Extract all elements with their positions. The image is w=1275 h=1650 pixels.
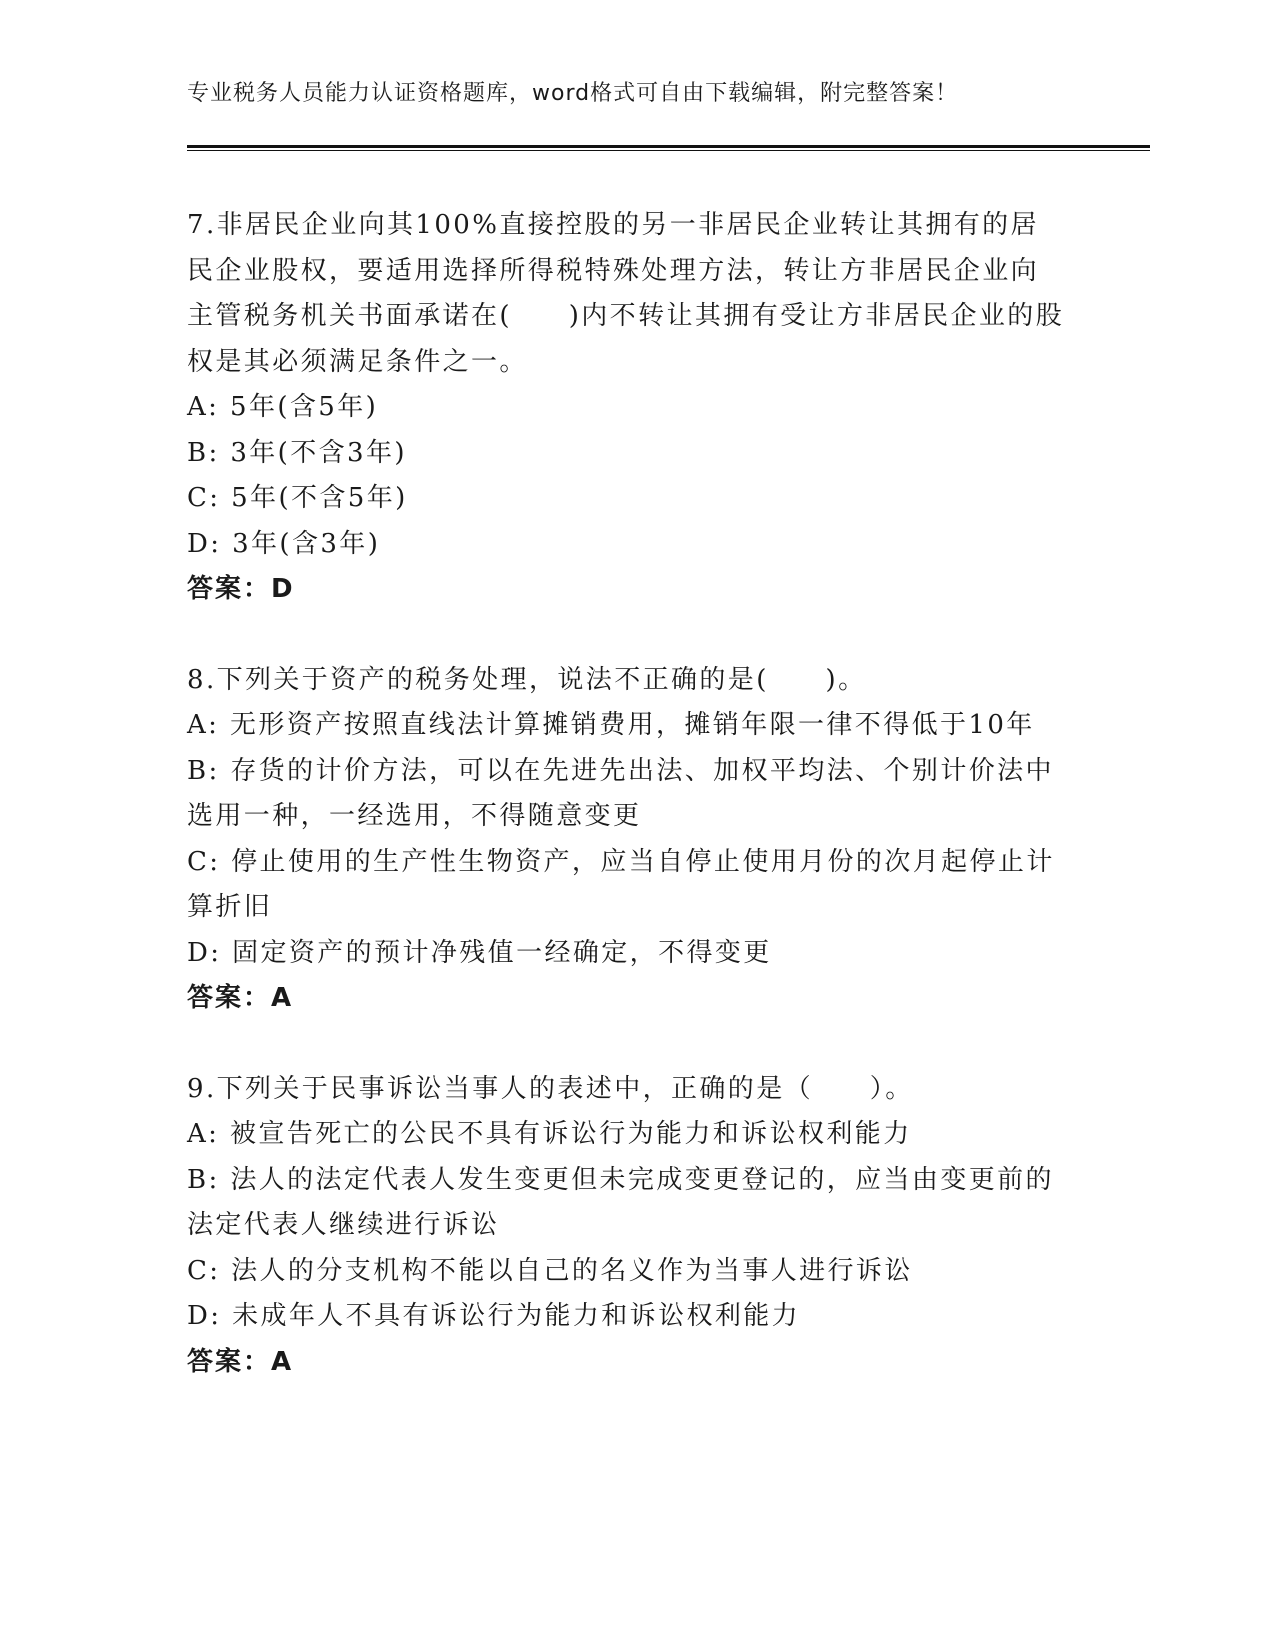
option-a: A: 无形资产按照直线法计算摊销费用，摊销年限一律不得低于10年 [187,710,1035,740]
option-c: C: 停止使用的生产性生物资产，应当自停止使用月份的次月起停止计算折旧 [187,846,1055,922]
option-b: B: 法人的法定代表人发生变更但未完成变更登记的，应当由变更前的法定代表人继续进行诉讼 [187,1164,1054,1240]
header-divider-thin [187,150,1150,151]
option-b: B: 存货的计价方法，可以在先进先出法、加权平均法、个别计价法中选用一种，一经选用，不得随意变更 [187,755,1054,831]
question-9 [187,1067,1067,1386]
answer-label: 答案：D [187,574,295,604]
answer-label: 答案：A [187,1346,294,1377]
question-stem: 7.非居民企业向其100%直接控股的另一非居民企业转让其拥有的居民企业股权，要适用选择所得税特殊处理方法，转让方非居民企业向主管税务机关书面承诺在( )内不转让其拥有受让方非居民企业的股权是其必须满足条件之一。 [187,210,1065,377]
question-7 [187,203,1067,613]
option-c: C: 5年(不含5年) [187,483,408,513]
option-d: D: 固定资产的预计净残值一经确定，不得变更 [187,937,772,968]
option-a: A: 被宣告死亡的公民不具有诉讼行为能力和诉讼权利能力 [187,1119,912,1149]
question-stem: 8.下列关于资产的税务处理，说法不正确的是( )。 [187,664,867,695]
option-d: D: 3年(含3年) [187,528,381,559]
question-8 [187,658,1067,1022]
option-d: D: 未成年人不具有诉讼行为能力和诉讼权利能力 [187,1301,801,1331]
question-list [187,203,1067,1430]
header-divider-thick [187,145,1150,148]
option-a: A: 5年(含5年) [187,392,379,422]
answer-label: 答案：A [187,983,294,1013]
page-header: 专业税务人员能力认证资格题库，word格式可自由下载编辑，附完整答案！ [187,81,959,106]
option-b: B: 3年(不含3年) [187,437,407,468]
question-stem: 9.下列关于民事诉讼当事人的表述中，正确的是（ ）。 [187,1073,914,1104]
option-c: C: 法人的分支机构不能以自己的名义作为当事人进行诉讼 [187,1255,913,1286]
